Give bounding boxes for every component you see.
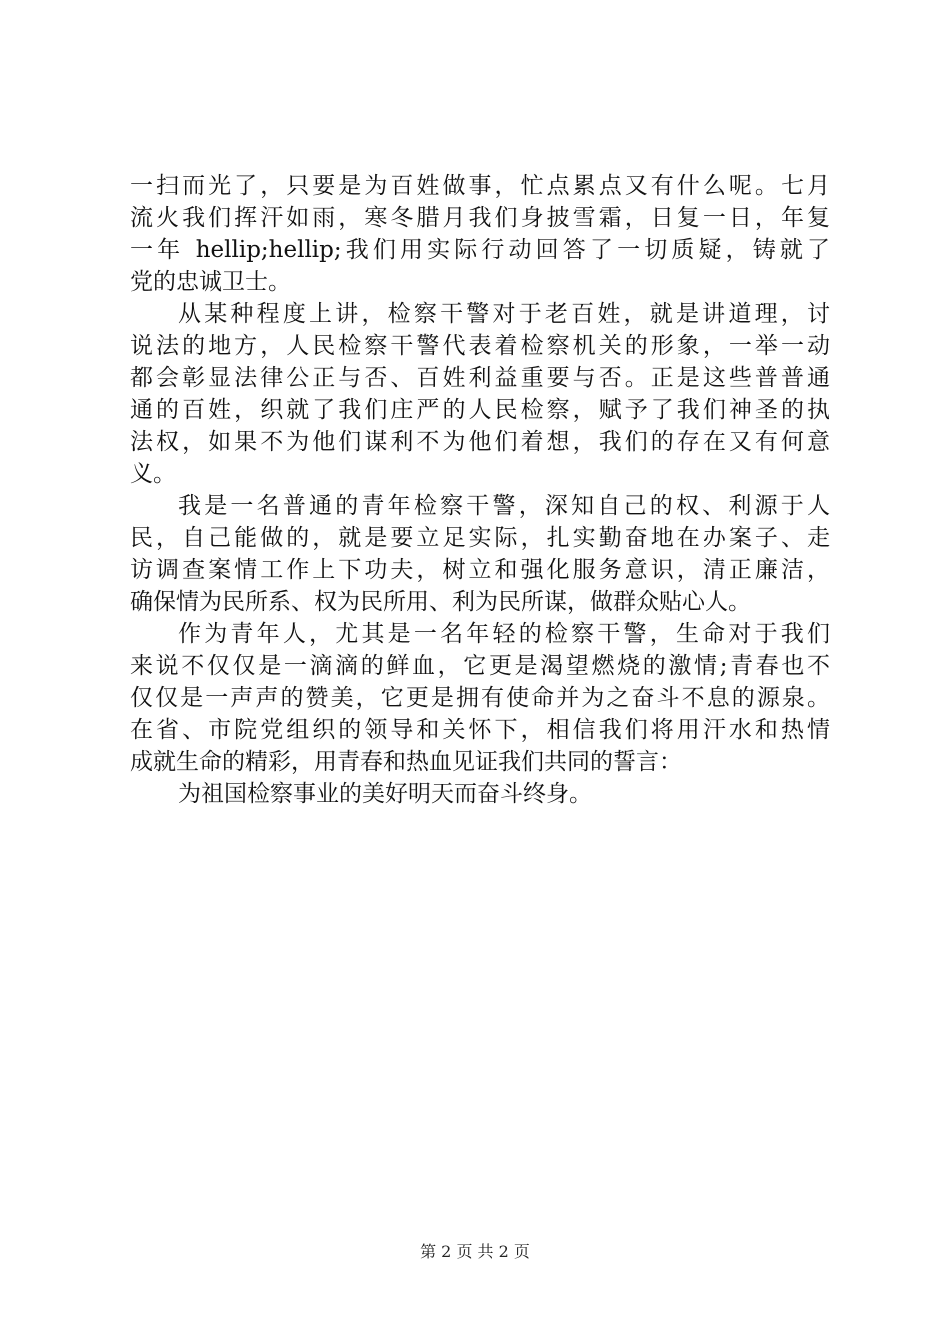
- document-body: [130, 170, 830, 810]
- text-line: 一年 hellip;hellip;我们用实际行动回答了一切质疑，铸就了: [130, 237, 830, 263]
- text-line: 党的忠诚卫士。: [130, 269, 291, 295]
- text-line: 访调查案情工作上下功夫，树立和强化服务意识，清正廉洁，: [130, 557, 830, 583]
- text-line: 在省、市院党组织的领导和关怀下，相信我们将用汗水和热情: [130, 717, 830, 743]
- text-line: 义。: [130, 461, 176, 487]
- paragraph-first-line: 为祖国检察事业的美好明天而奋斗终身。: [178, 781, 592, 807]
- text-line: 法权，如果不为他们谋利不为他们着想，我们的存在又有何意: [130, 429, 830, 455]
- text-line: 成就生命的精彩，用青春和热血见证我们共同的誓言：: [130, 749, 682, 775]
- text-line: 流火我们挥汗如雨，寒冬腊月我们身披雪霜，日复一日，年复: [130, 205, 830, 231]
- text-line: 仅仅是一声声的赞美，它更是拥有使命并为之奋斗不息的源泉。: [130, 685, 830, 711]
- text-line: 一扫而光了，只要是为百姓做事，忙点累点又有什么呢。七月: [130, 173, 830, 199]
- text-line: 来说不仅仅是一滴滴的鲜血，它更是渴望燃烧的激情;青春也不: [130, 653, 830, 679]
- text-line: 都会彰显法律公正与否、百姓利益重要与否。正是这些普普通: [130, 365, 830, 391]
- text-line: 确保情为民所系、权为民所用、利为民所谋，做群众贴心人。: [130, 589, 751, 615]
- text-line: 民，自己能做的，就是要立足实际，扎实勤奋地在办案子、走: [130, 525, 830, 551]
- paragraph-first-line: 从某种程度上讲，检察干警对于老百姓，就是讲道理，讨: [178, 301, 830, 327]
- paragraph-first-line: 我是一名普通的青年检察干警，深知自己的权、利源于人: [178, 493, 830, 519]
- text-line: 通的百姓，织就了我们庄严的人民检察，赋予了我们神圣的执: [130, 397, 830, 423]
- paragraph-first-line: 作为青年人，尤其是一名年轻的检察干警，生命对于我们: [178, 621, 830, 647]
- text-line: 说法的地方，人民检察干警代表着检察机关的形象，一举一动: [130, 333, 830, 359]
- page-number-footer: 第 2 页 共 2 页: [420, 1242, 530, 1261]
